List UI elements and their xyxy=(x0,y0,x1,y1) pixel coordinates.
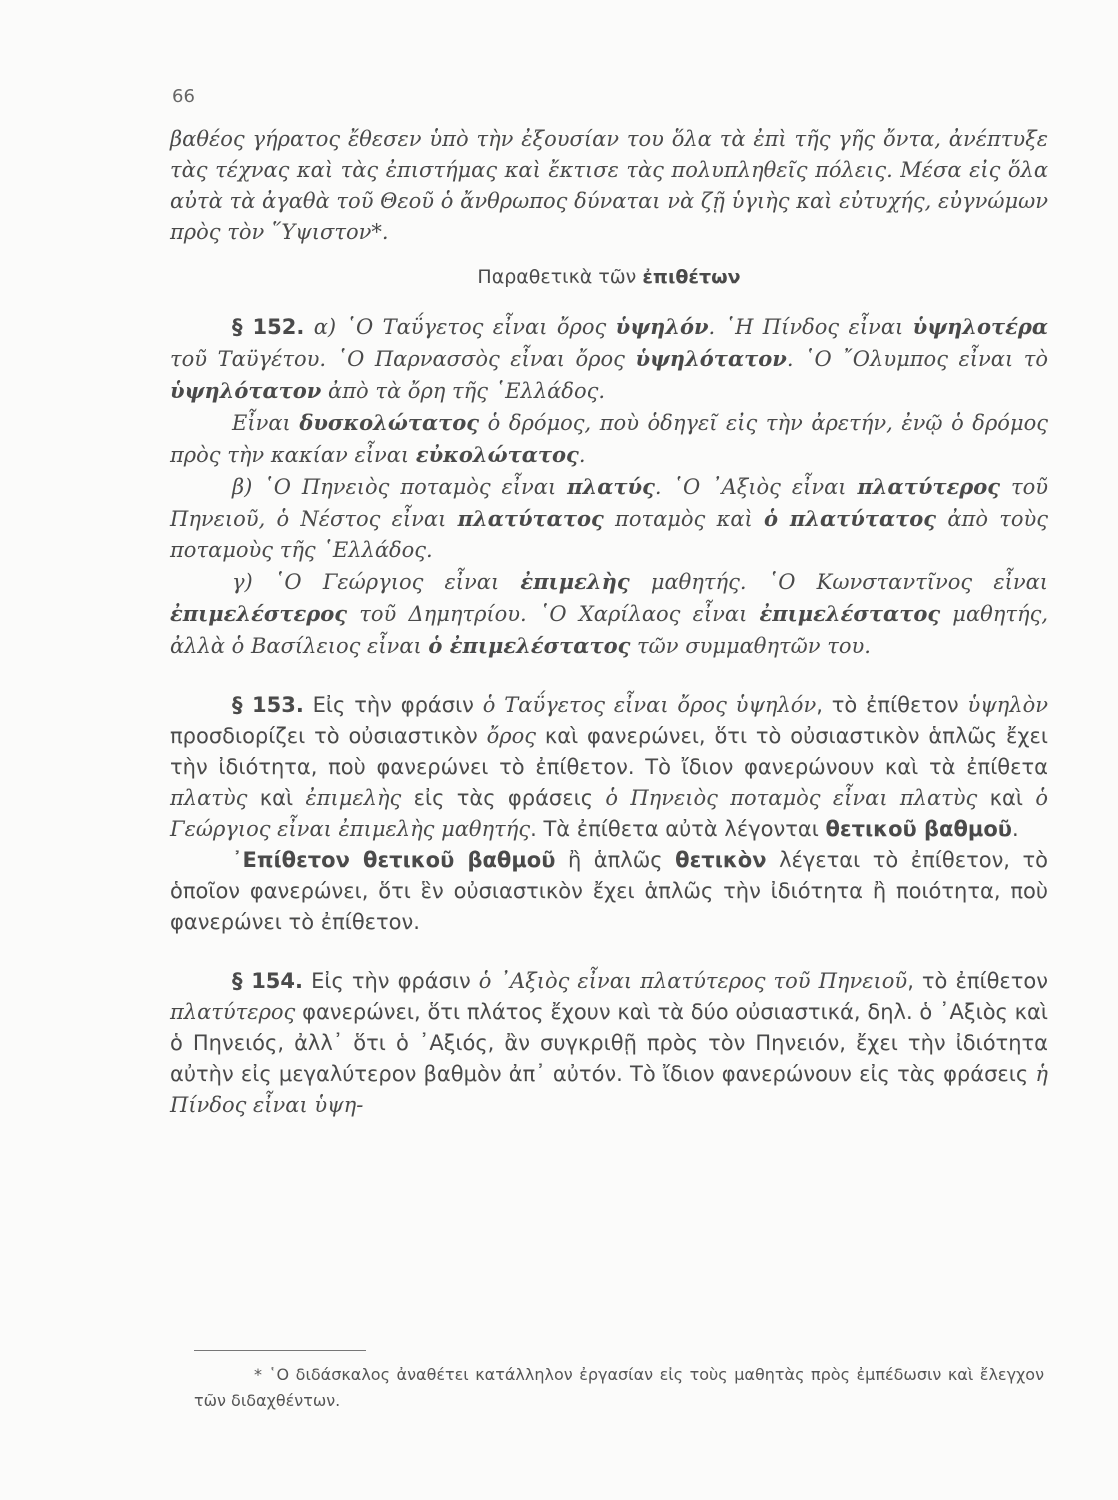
section-heading xyxy=(170,262,1048,293)
page-number: 66 xyxy=(172,86,195,107)
paragraph-152b: β) ῾Ο Πηνειὸς ποταμὸς εἶναι πλατύς. ῾Ο ᾽Αξιὸς εἶναι πλατύτερος τοῦ Πηνειοῦ, ὁ Νέστος εἶναι πλατύτατος ποταμὸς καὶ ὁ πλατύτατος ἀπὸ τοὺς ποταμοὺς τῆς ῾Ελλάδος. xyxy=(170,474,1049,562)
footnote-divider xyxy=(194,1350,366,1351)
section-number-152: § 152. xyxy=(232,315,305,339)
paragraph-153-definition: ᾽Επίθετον θετικοῦ βαθμοῦ ἢ ἁπλῶς θετικὸν λέγεται τὸ ἐπίθετον, τὸ ὁποῖον φανερώνει, ὅτι ἓν οὐσιαστικὸν ἔχει ἁπλῶς τὴν ἰδιότητα ἢ ποιότητα, ποὺ φανερώνει τὸ ἐπίθετον. xyxy=(170,848,1048,934)
paragraph-152a: § 152. α) ῾Ο Ταΰγετος εἶναι ὄρος ὑψηλόν. ῾Η Πίνδος εἶναι ὑψηλοτέρα τοῦ Ταϋγέτου. ῾Ο Παρνασσὸς εἶναι ὄρος ὑψηλότατον. ῾Ο ῎Ολυμπος εἶναι τὸ ὑψηλότατον ἀπὸ τὰ ὄρη τῆς ῾Ελλάδος. xyxy=(170,314,1048,403)
section-number-153: § 153. xyxy=(232,693,304,717)
paragraph-153: § 153. Εἰς τὴν φράσιν ὁ Ταΰγετος εἶναι ὄρος ὑψηλόν, τὸ ἐπίθετον ὑψηλὸν προσδιορίζει τὸ οὐσιαστικὸν ὄρος καὶ φανερώνει, ὅτι τὸ οὐσιαστικὸν ἁπλῶς ἔχει τὴν ἰδιότητα, ποὺ φανερώνει τὸ ἐπίθετον. Τὸ ἴδιον φανερώνουν καὶ τὰ ἐπίθετα πλατὺς καὶ ἐπιμελὴς εἰς τὰς φράσεις ὁ Πηνειὸς ποταμὸς εἶναι πλατὺς καὶ ὁ Γεώργιος εἶναι ἐπιμελὴς μαθητής. Τὰ ἐπίθετα αὐτὰ λέγονται θετικοῦ βαθμοῦ. xyxy=(170,693,1048,841)
paragraph-152a-2: Εἶναι δυσκολώτατος ὁ δρόμος, ποὺ ὁδηγεῖ εἰς τὴν ἀρετήν, ἐνῷ ὁ δρόμος πρὸς τὴν κακίαν εἶναι εὐκολώτατος. xyxy=(170,410,1048,467)
section-number-154: § 154. xyxy=(232,969,304,993)
footnote: * ῾Ο διδάσκαλος ἀναθέτει κατάλληλον ἐργασίαν εἰς τοὺς μαθητὰς πρὸς ἐμπέδωσιν καὶ ἔλεγχον τῶν διδαχθέντων. xyxy=(194,1365,1044,1410)
paragraph-154: § 154. Εἰς τὴν φράσιν ὁ ᾽Αξιὸς εἶναι πλατύτερος τοῦ Πηνειοῦ, τὸ ἐπίθετον πλατύτερος φανερώνει, ὅτι πλάτος ἔχουν καὶ τὰ δύο οὐσιαστικά, δηλ. ὁ ᾽Αξιὸς καὶ ὁ Πηνειός, ἀλλ᾽ ὅτι ὁ ᾽Αξιός, ἂν συγκριθῇ πρὸς τὸν Πηνειόν, ἔχει τὴν ἰδιότητα αὐτὴν εἰς μεγαλύτερον βαθμὸν ἀπ᾽ αὐτόν. Τὸ ἴδιον φανερώνουν εἰς τὰς φράσεις ἡ Πίνδος εἶναι ὑψη- xyxy=(170,969,1048,1117)
heading-part-1: Παραθετικὰ τῶν xyxy=(477,266,643,288)
paragraph-152c: γ) ῾Ο Γεώργιος εἶναι ἐπιμελὴς μαθητής. ῾Ο Κωνσταντῖνος εἶναι ἐπιμελέστερος τοῦ Δημητρίου. ῾Ο Χαρίλαος εἶναι ἐπιμελέστατος μαθητής, ἀλλὰ ὁ Βασίλειος εἶναι ὁ ἐπιμελέστατος τῶν συμμαθητῶν του. xyxy=(170,569,1049,658)
intro-paragraph: βαθέος γήρατος ἔθεσεν ὑπὸ τὴν ἐξουσίαν του ὅλα τὰ ἐπὶ τῆς γῆς ὄντα, ἀνέπτυξε τὰς τέχνας καὶ τὰς ἐπιστήμας καὶ ἔκτισε τὰς πολυπληθεῖς πόλεις. Μέσα εἰς ὅλα αὐτὰ τὰ ἀγαθὰ τοῦ Θεοῦ ὁ ἄνθρωπος δύναται νὰ ζῇ ὑγιὴς καὶ εὐτυχής, εὐγνώμων πρὸς τὸν ῞Υψιστον*. xyxy=(170,127,1048,244)
body-text xyxy=(170,124,1048,1121)
heading-part-2: ἐπιθέτων xyxy=(642,266,741,288)
